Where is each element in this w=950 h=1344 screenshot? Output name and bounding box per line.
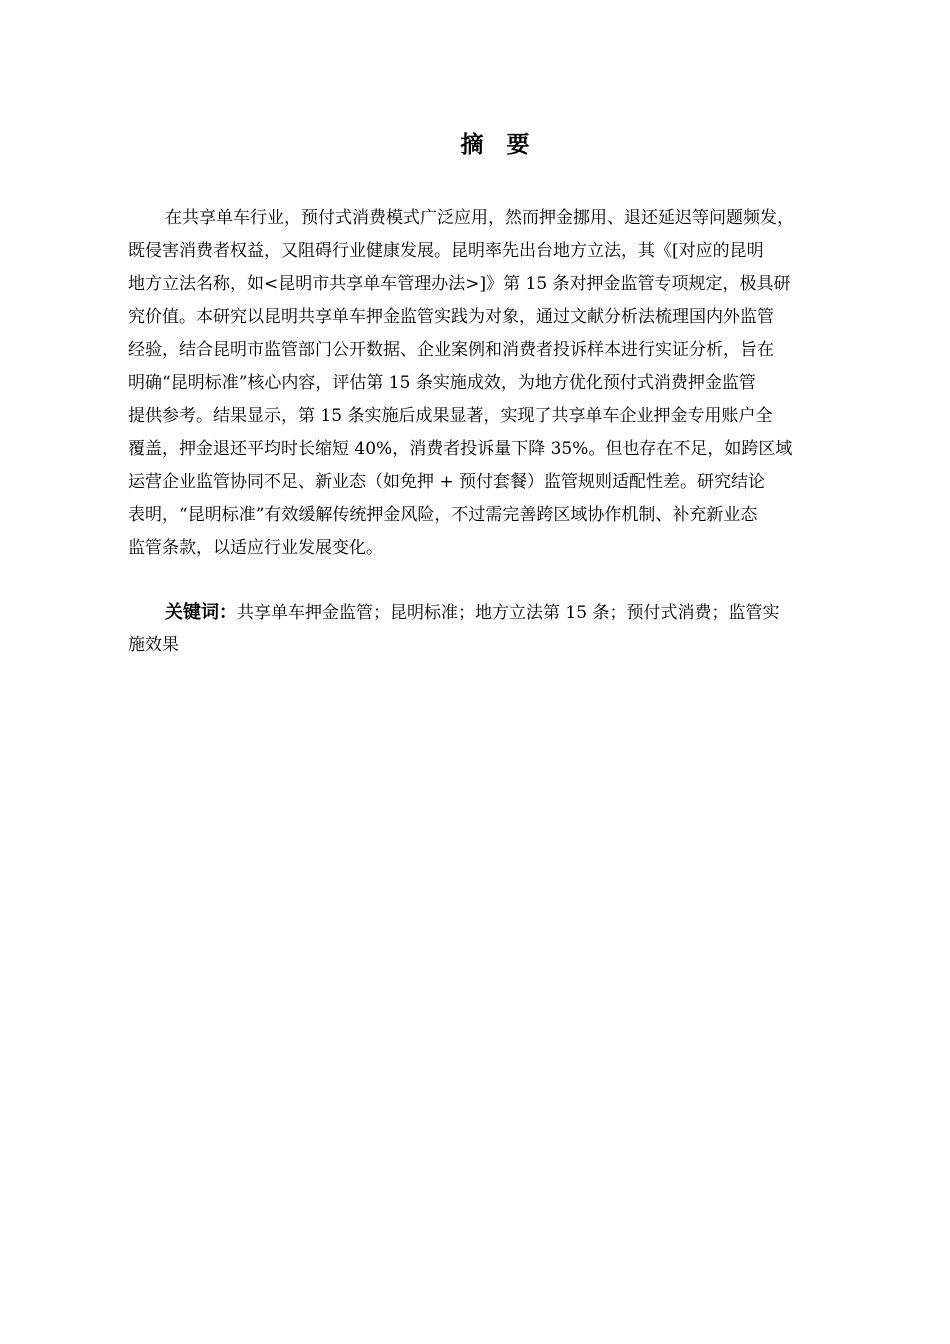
abstract-title: 摘 要 <box>460 132 530 158</box>
keywords-section <box>128 596 866 662</box>
abstract-line: 提供参考。结果显示，第 15 条实施后成果显著，实现了共享单车企业押金专用账户全 <box>128 406 773 426</box>
abstract-line: 究价值。本研究以昆明共享单车押金监管实践为对象，通过文献分析法梳理国内外监管 <box>128 307 774 327</box>
keywords-label: 关键词： <box>165 602 237 623</box>
abstract-body <box>128 202 866 565</box>
abstract-line: 表明，“昆明标准”有效缓解传统押金风险，不过需完善跨区域协作机制、补充新业态 <box>128 505 758 525</box>
abstract-line: 经验，结合昆明市监管部门公开数据、企业案例和消费者投诉样本进行实证分析，旨在 <box>128 340 774 360</box>
keywords-line <box>128 596 866 629</box>
abstract-line: 地方立法名称，如<昆明市共享单车管理办法>]》第 15 条对押金监管专项规定，极具研 <box>128 274 791 294</box>
abstract-line: 既侵害消费者权益，又阻碍行业健康发展。昆明率先出台地方立法，其《[对应的昆明 <box>128 241 764 261</box>
abstract-line: 监管条款，以适应行业发展变化。 <box>128 538 383 558</box>
keywords-text: 共享单车押金监管；昆明标准；地方立法第 15 条；预付式消费；监管实 <box>237 603 780 623</box>
abstract-line: 明确“昆明标准”核心内容，评估第 15 条实施成效，为地方优化预付式消费押金监管 <box>128 373 756 393</box>
abstract-line: 运营企业监管协同不足、新业态（如免押 + 预付套餐）监管规则适配性差。研究结论 <box>128 472 766 492</box>
keywords-line-continued: 施效果 <box>128 635 179 655</box>
abstract-line: 在共享单车行业，预付式消费模式广泛应用，然而押金挪用、退还延迟等问题频发， <box>165 208 794 228</box>
abstract-line: 覆盖，押金退还平均时长缩短 40%，消费者投诉量下降 35%。但也存在不足，如跨区域 <box>128 439 793 459</box>
